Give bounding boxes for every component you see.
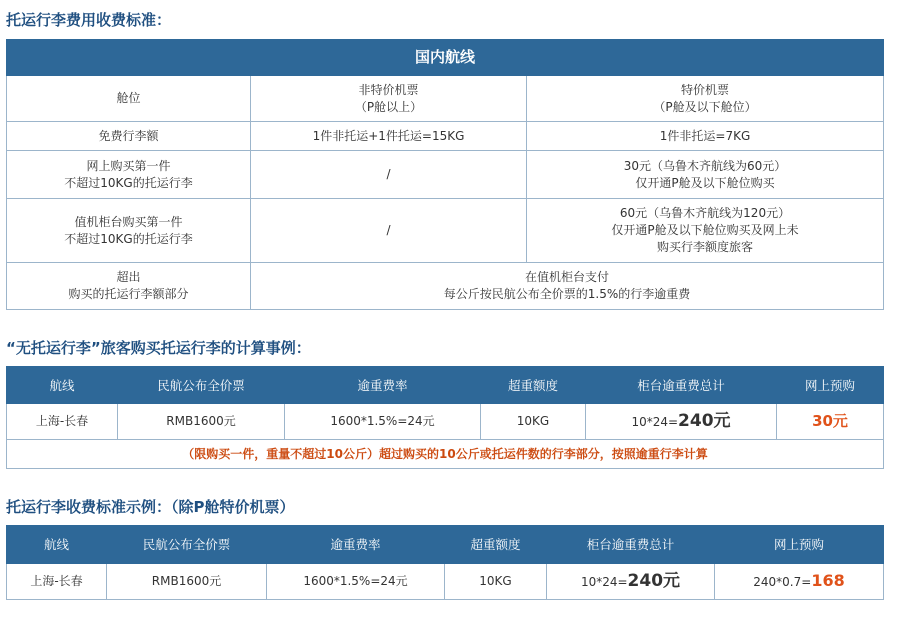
fee-example-table [6, 525, 884, 600]
cell-route: 上海-长春 [7, 564, 107, 600]
cell-regular-fare: 1件非托运+1件托运=15KG [251, 122, 527, 151]
cell-overweight: 10KG [445, 564, 547, 600]
row-label: 免费行李额 [7, 122, 251, 151]
table-row [7, 404, 884, 440]
table-row [7, 76, 884, 122]
row-label: 网上购买第一件 不超过10KG的托运行李 [7, 151, 251, 199]
row-label: 值机柜台购买第一件 不超过10KG的托运行李 [7, 199, 251, 263]
cell-special-fare: 特价机票 （P舱及以下舱位） [527, 76, 884, 122]
header-counter-total: 柜台逾重费总计 [547, 526, 715, 564]
cell-regular-fare: / [251, 199, 527, 263]
header-overweight: 超重额度 [445, 526, 547, 564]
cell-online: 240*0.7=168 [715, 564, 884, 600]
cell-overweight: 10KG [481, 404, 586, 440]
header-counter-total: 柜台逾重费总计 [586, 367, 777, 404]
cell-online: 30元 [777, 404, 884, 440]
cell-fare: RMB1600元 [118, 404, 285, 440]
cell-regular-fare: / [251, 151, 527, 199]
header-route: 航线 [7, 367, 118, 404]
header-route: 航线 [7, 526, 107, 564]
cell-special-fare: 60元（乌鲁木齐航线为120元） 仅开通P舱及以下舱位购买及网上未 购买行李额度旅客 [527, 199, 884, 263]
domestic-fee-table [6, 39, 884, 310]
section1-heading: 托运行李费用收费标准： [6, 11, 172, 29]
header-rate: 逾重费率 [285, 367, 481, 404]
section3-heading: 托运行李收费标准示例：（除P舱特价机票） [6, 498, 295, 516]
table-title: 国内航线 [7, 40, 884, 76]
cell-route: 上海-长春 [7, 404, 118, 440]
header-online: 网上预购 [715, 526, 884, 564]
header-overweight: 超重额度 [481, 367, 586, 404]
section2-heading: “无托运行李”旅客购买托运行李的计算事例： [6, 339, 311, 357]
cell-excess-rule: 在值机柜台支付 每公斤按民航公布全价票的1.5%的行李逾重费 [251, 263, 884, 310]
header-fare: 民航公布全价票 [118, 367, 285, 404]
table-row [7, 151, 884, 199]
cell-special-fare: 30元（乌鲁木齐航线为60元） 仅开通P舱及以下舱位购买 [527, 151, 884, 199]
cell-counter-total: 10*24=240元 [586, 404, 777, 440]
table-row [7, 263, 884, 310]
cell-counter-total: 10*24=240元 [547, 564, 715, 600]
cell-fare: RMB1600元 [107, 564, 267, 600]
table-row [7, 564, 884, 600]
cell-rate: 1600*1.5%=24元 [285, 404, 481, 440]
header-online: 网上预购 [777, 367, 884, 404]
cell-special-fare: 1件非托运=7KG [527, 122, 884, 151]
note-row: （限购买一件，重量不超过10公斤）超过购买的10公斤或托运件数的行李部分，按照逾重行李计算 [7, 440, 884, 469]
table-row [7, 122, 884, 151]
header-rate: 逾重费率 [267, 526, 445, 564]
cell-regular-fare: 非特价机票 （P舱以上） [251, 76, 527, 122]
row-label: 超出 购买的托运行李额部分 [7, 263, 251, 310]
row-label: 舱位 [7, 76, 251, 122]
cell-rate: 1600*1.5%=24元 [267, 564, 445, 600]
no-baggage-example-table [6, 366, 884, 469]
table-row [7, 199, 884, 263]
header-fare: 民航公布全价票 [107, 526, 267, 564]
